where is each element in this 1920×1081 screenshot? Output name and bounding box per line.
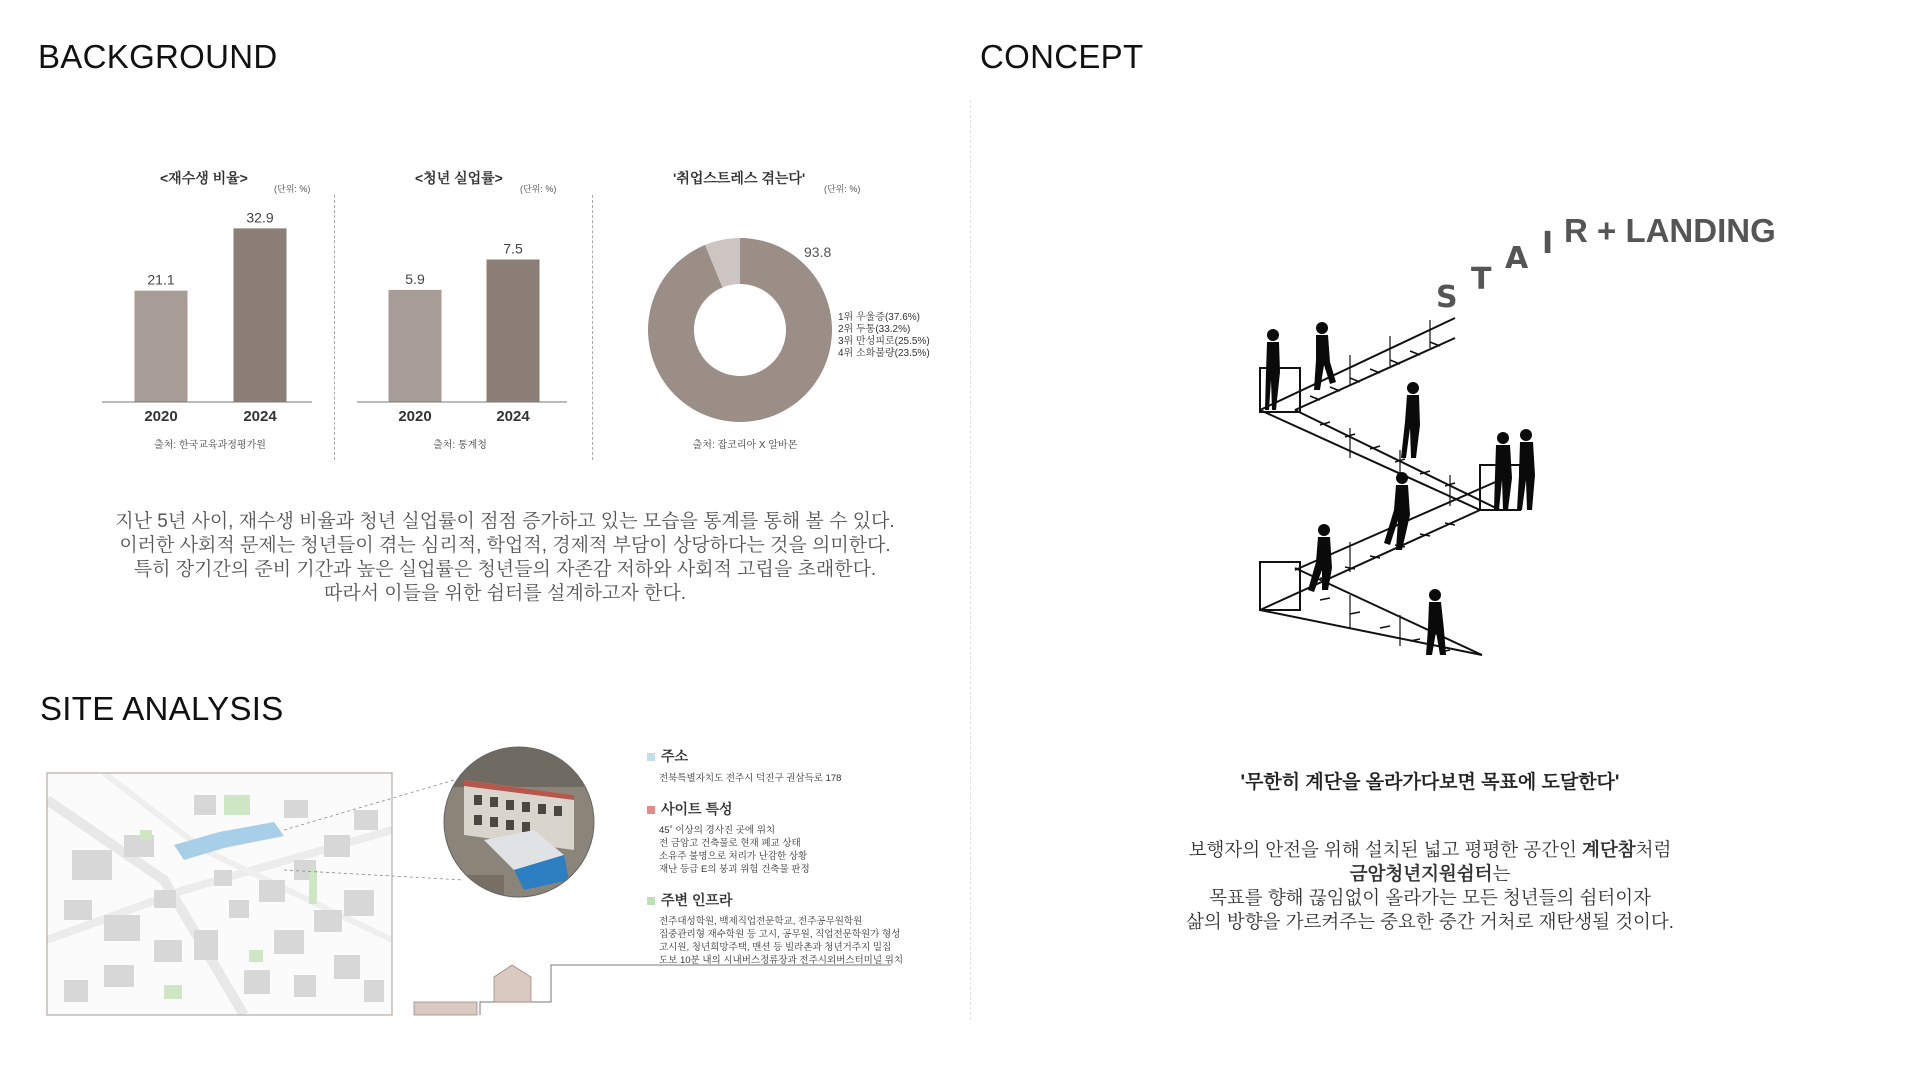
- background-paragraph-line: 특히 장기간의 준비 기간과 높은 실업률은 청년들의 자존감 저하와 사회적 고립을 초래한다.: [133, 559, 877, 580]
- site-map: [47, 773, 392, 1015]
- concept-paragraph-line: 삶의 방향을 가르켜주는 중요한 중간 거처로 재탄생될 것이다.: [1186, 911, 1674, 932]
- feature-marker-icon: [647, 806, 655, 814]
- site-section-profile: [414, 965, 891, 1015]
- address-heading: 주소: [647, 746, 903, 766]
- site-info: [647, 746, 903, 967]
- infra-marker-icon: [647, 897, 655, 905]
- column-divider: [970, 100, 971, 1020]
- concept-paragraph-line: 보행자의 안전을 위해 설치된 넓고 평평한 공간인 계단참처럼: [1188, 839, 1672, 860]
- stair-letter: S: [1436, 280, 1458, 315]
- chart3-donut: [640, 230, 840, 430]
- chart1-bar-2020: [135, 291, 188, 402]
- address-marker-icon: [647, 753, 655, 761]
- site-analysis-title: SITE ANALYSIS: [40, 690, 284, 727]
- infra-heading: 주변 인프라: [647, 890, 903, 910]
- feature-item: 전 금암고 건축물로 현재 폐교 상태: [659, 838, 801, 849]
- chart-separator-1: [334, 195, 335, 460]
- chart1-source: 출처: 한국교육과정평가원: [154, 440, 266, 451]
- chart2-unit: (단위: %): [520, 184, 557, 194]
- chart3-value-label: 93.8: [804, 244, 832, 260]
- chart2-category-2020: 2020: [398, 408, 432, 425]
- site-photo: [444, 747, 594, 905]
- stair-letter: A: [1505, 241, 1529, 276]
- infra-item: 전주대성학원, 백제직업전문학교, 전주공무원학원: [659, 916, 863, 927]
- infra-item: 고시원, 청년희망주택, 맨션 등 빌라촌과 청년거주지 밀집: [659, 942, 892, 953]
- chart3-legend-item: 3위 만성피로(25.5%): [838, 336, 930, 347]
- feature-item: 45˚ 이상의 경사진 곳에 위치: [659, 825, 776, 836]
- background-paragraph-line: 따라서 이들을 위한 쉼터를 설계하고자 한다.: [323, 583, 687, 604]
- chart1-category-2024: 2024: [243, 408, 277, 425]
- chart3-legend-item: 4위 소화불량(23.5%): [838, 348, 930, 359]
- chart1-bar-2024: [234, 228, 287, 402]
- infra-item: 집중관리형 재수학원 등 고시, 공무원, 직업전문학원가 형성: [659, 929, 901, 940]
- chart2-value-2024: 7.5: [503, 240, 523, 257]
- chart-separator-2: [592, 195, 593, 460]
- stair-letter: T: [1471, 262, 1492, 297]
- chart2-source: 출처: 통계청: [433, 440, 487, 451]
- chart2-bars: [355, 200, 570, 435]
- concept-paragraph: [1100, 838, 1760, 934]
- chart3-unit: (단위: %): [824, 184, 861, 194]
- chart1-unit: (단위: %): [274, 184, 311, 194]
- concept-quote: '무한히 계단을 올라가다보면 목표에 도달한다': [1240, 772, 1620, 793]
- chart3-source: 출처: 잡코리아 X 알바몬: [692, 440, 798, 451]
- stair-illustration: [1250, 310, 1570, 660]
- feature-list: [659, 824, 903, 876]
- chart2-bar-2024: [487, 260, 540, 403]
- chart1-title: <재수생 비율>: [160, 170, 248, 186]
- stair-letter: I: [1542, 226, 1554, 261]
- chart3-title: '취업스트레스 겪는다': [673, 170, 806, 186]
- feature-heading: 사이트 특성: [647, 799, 903, 819]
- infra-item: 도보 10분 내의 시내버스정류장과 전주시외버스터미널 위치: [659, 955, 904, 966]
- keyword-landing: 계단참: [1582, 839, 1636, 860]
- feature-item: 재난 등급 E의 붕괴 위험 건축물 판정: [659, 864, 810, 875]
- concept-title: CONCEPT: [980, 38, 1144, 75]
- chart3-legend: [838, 312, 930, 360]
- chart1-value-2024: 32.9: [246, 209, 274, 226]
- chart2-bar-2020: [389, 290, 442, 402]
- chart1-value-2020: 21.1: [147, 271, 175, 288]
- address-text: 전북특별자치도 전주시 덕진구 권삼득로 178: [659, 773, 842, 784]
- background-paragraph: [60, 510, 950, 606]
- feature-item: 소유주 불명으로 처리가 난감한 상황: [659, 851, 808, 862]
- stair-wordmark-rest: R + LANDING: [1564, 212, 1776, 249]
- infra-list: [659, 915, 903, 967]
- keyword-shelter: 금암청년지원쉼터: [1349, 863, 1493, 884]
- chart3-legend-item: 2위 두통(33.2%): [838, 324, 911, 335]
- people-silhouettes: [1265, 322, 1535, 655]
- concept-paragraph-line: 목표를 향해 끊임없이 올라가는 모든 청년들의 쉼터이자: [1209, 887, 1651, 908]
- concept-paragraph-line: 금암청년지원쉼터는: [1349, 863, 1511, 884]
- chart3-legend-item: 1위 우울증(37.6%): [838, 312, 920, 323]
- chart2-category-2024: 2024: [496, 408, 530, 425]
- background-paragraph-line: 지난 5년 사이, 재수생 비율과 청년 실업률이 점점 증가하고 있는 모습을 통계를 통해 볼 수 있다.: [115, 511, 895, 532]
- background-paragraph-line: 이러한 사회적 문제는 청년들이 겪는 심리적, 학업적, 경제적 부담이 상당하다는 것을 의미한다.: [119, 535, 891, 556]
- chart1-category-2020: 2020: [144, 408, 178, 425]
- chart1-bars: [100, 200, 315, 435]
- chart2-value-2020: 5.9: [405, 270, 425, 287]
- chart2-title: <청년 실업률>: [415, 170, 503, 186]
- background-title: BACKGROUND: [38, 38, 278, 75]
